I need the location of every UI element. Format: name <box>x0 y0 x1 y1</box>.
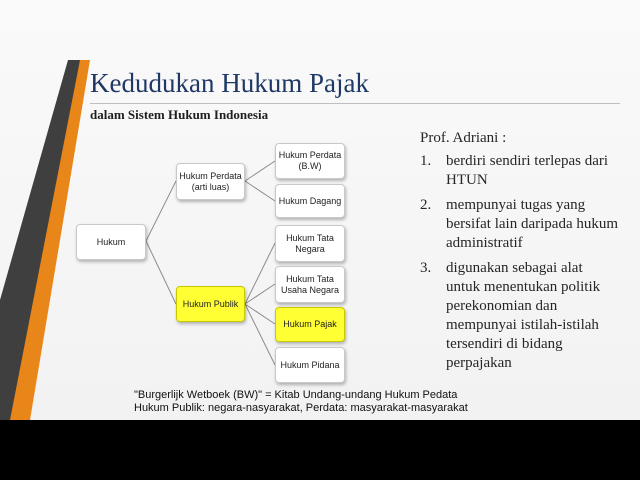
slide-subtitle: dalam Sistem Hukum Indonesia <box>90 107 269 122</box>
opinion-heading: Prof. Adriani : <box>420 130 507 146</box>
connector-root-perdata <box>146 181 176 241</box>
connector-publik-pidana <box>245 304 275 365</box>
node-hukum-perdata: Hukum Perdata (arti luas) <box>176 163 245 200</box>
node-hukum-tata-usaha-negara: Hukum Tata Usaha Negara <box>275 266 345 303</box>
connector-perdata-dagang <box>245 181 275 201</box>
point-text: mempunyai tugas yang bersifat lain daripada hukum administratif <box>446 197 619 251</box>
opinion-point <box>420 152 620 190</box>
point-number: 3. <box>420 260 432 276</box>
node-hukum-pajak: Hukum Pajak <box>275 307 345 342</box>
opinion-panel <box>420 130 620 379</box>
slide-title: Kedudukan Hukum Pajak <box>90 68 369 98</box>
point-text: berdiri sendiri terlepas dari HTUN <box>446 153 609 188</box>
point-number: 2. <box>420 197 432 213</box>
node-hukum-tata-negara: Hukum Tata Negara <box>275 225 345 262</box>
connector-perdata-bw <box>245 161 275 181</box>
point-text: digunakan sebagai alat untuk menentukan politik perekonomian dan mempunyai istilah-istilah tersendiri di bidang perpajakan <box>446 260 601 371</box>
footnote-line-bw: "Burgerlijk Wetboek (BW)" = Kitab Undang-undang Hukum Pedata <box>134 389 458 401</box>
node-hukum-pidana: Hukum Pidana <box>275 347 345 383</box>
node-hukum-dagang: Hukum Dagang <box>275 184 345 218</box>
node-hukum: Hukum <box>76 224 146 260</box>
connector-root-publik <box>146 241 176 304</box>
connector-publik-htn <box>245 243 275 304</box>
opinion-point <box>420 196 620 253</box>
opinion-point <box>420 259 620 373</box>
point-number: 1. <box>420 153 432 169</box>
node-hukum-perdata-bw: Hukum Perdata (B.W) <box>275 143 345 179</box>
footnote <box>134 389 468 415</box>
node-hukum-publik: Hukum Publik <box>176 286 245 322</box>
footnote-line-publik: Hukum Publik: negara-nasyarakat, Perdata: masyarakat-masyarakat <box>134 402 468 414</box>
